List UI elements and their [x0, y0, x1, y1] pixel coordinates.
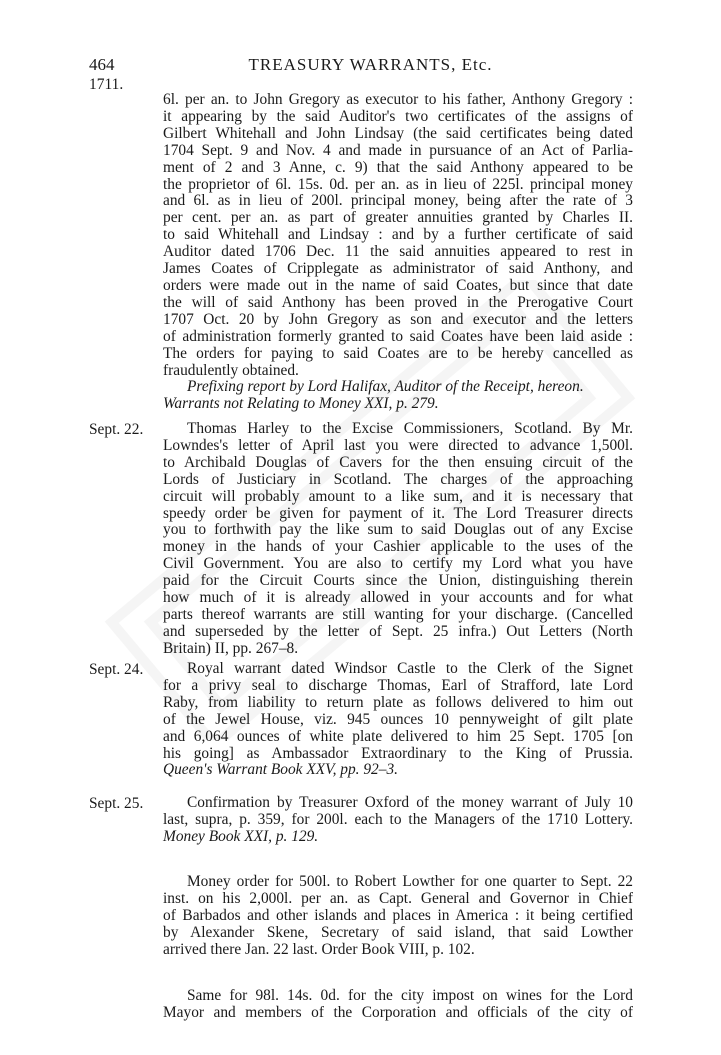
entry-line: parts thereof warrants are still wanting for your discharge. (Cancelled: [163, 605, 633, 623]
entry-line: Britain) II, pp. 267–8.: [163, 639, 299, 657]
entry-line: The orders for paying to said Coates are to be hereby cancelled as: [163, 344, 633, 362]
entry-line: Mayor and members of the Corporation and officials of the city of: [163, 1003, 633, 1021]
entry-line: of administration formerly granted to said Coates have been laid aside :: [163, 327, 633, 345]
entry-line: it appearing by the said Auditor's two certificates of the assigns of: [163, 107, 633, 125]
entry-line: money in the hands of your Cashier applicable to the uses of the: [163, 538, 633, 556]
entry-line: his going] as Ambassador Extraordinary to the King of Prussia.: [163, 744, 633, 762]
entry-line: Same for 98l. 14s. 0d. for the city impost on wines for the Lord: [187, 987, 633, 1004]
entry-line: inst. on his 2,000l. per an. as Capt. General and Governor in Chief: [163, 889, 633, 907]
entry-line: fraudulently obtained.: [163, 361, 299, 379]
entry-line: orders were made out in the name of said Coates, but since that date: [163, 276, 633, 294]
entry-date: Sept. 22.: [89, 421, 144, 438]
entry-line: Lowndes's letter of April last you were directed to advance 1,500l.: [163, 436, 633, 454]
entry-line: per cent. per an. as part of greater annuities granted by Charles II.: [163, 209, 633, 227]
entry-line: Lords of Justiciary in Scotland. The charges of the approaching: [163, 470, 633, 488]
entry-line: Money Book XXI, p. 129.: [163, 827, 319, 845]
entry-line: 1707 Oct. 20 by John Gregory as son and executor and the letters: [163, 310, 633, 328]
entry-line: Money order for 500l. to Robert Lowther for one quarter to Sept. 22: [187, 873, 633, 890]
margin-year: 1711.: [89, 76, 124, 93]
page-number: 464: [89, 55, 115, 74]
entry-line: Confirmation by Treasurer Oxford of the money warrant of July 10: [187, 794, 633, 811]
entry-note-line: Prefixing report by Lord Halifax, Auditor of the Receipt, hereon.: [187, 378, 584, 396]
entry-excise-scotland: [163, 421, 633, 658]
entry-line: circuit will probably amount to a like sum, and it is necessary that: [163, 487, 633, 505]
entry-line: James Coates of Cripplegate as administrator of said Anthony, and: [163, 260, 633, 278]
entry-source-line: Warrants not Relating to Money XXI, p. 279.: [163, 395, 439, 413]
entry-line: and 6l. as in lieu of 200l. principal money, being after the rate of 3: [163, 192, 633, 210]
entry-line: of the Jewel House, viz. 945 ounces 10 pennyweight of gilt plate: [163, 710, 633, 728]
entry-line: arrived there Jan. 22 last. Order Book VIII, p. 102.: [163, 940, 475, 958]
entry-line: and 6,064 ounces of white plate delivered to him 25 Sept. 1705 [on: [163, 727, 633, 745]
running-title: TREASURY WARRANTS, Etc.: [248, 55, 493, 74]
entry-line: ment of 2 and 3 Anne, c. 9) that the said Anthony appeared to be: [163, 158, 633, 176]
entry-line: Auditor dated 1706 Dec. 11 the said annuities appeared to rest in: [163, 243, 633, 261]
entry-line: of Barbados and other islands and places in America : it being certified: [163, 906, 633, 924]
entry-line: how much of it is already allowed in your accounts and for what: [163, 589, 633, 607]
entry-line: speedy order be given for payment of it. The Lord Treasurer directs: [163, 504, 633, 522]
entry-lowther: [163, 874, 633, 959]
entry-line: Civil Government. You are also to certify my Lord what you have: [163, 555, 633, 573]
entry-line: Royal warrant dated Windsor Castle to the Clerk of the Signet: [187, 660, 633, 677]
entry-date: Sept. 25.: [89, 795, 144, 812]
entry-royal-warrant: [163, 661, 633, 779]
entry-line: and superseded by the letter of Sept. 25 infra.) Out Letters (North: [163, 622, 633, 640]
entry-line: by Alexander Skene, Secretary of said island, that said Lowther: [163, 923, 633, 941]
entry-line: you to forthwith pay the like sum to said Douglas out of any Excise: [163, 521, 633, 539]
entry-city-impost: [163, 988, 633, 1022]
entry-line: last, supra, p. 359, for 200l. each to the Managers of the 1710 Lottery.: [163, 810, 633, 828]
entry-line: to Archibald Douglas of Cavers for the then ensuing circuit of the: [163, 453, 633, 471]
entry-date: Sept. 24.: [89, 661, 144, 678]
entry-confirmation: [163, 795, 633, 846]
entry-gregory: [163, 92, 633, 413]
entry-line: to said Whitehall and Lindsay : and by a further certificate of said: [163, 226, 633, 244]
entry-line: paid for the Circuit Courts since the Union, distinguishing therein: [163, 572, 633, 590]
entry-line: for a privy seal to discharge Thomas, Earl of Strafford, late Lord: [163, 676, 633, 694]
entry-line: the proprietor of 6l. 15s. 0d. per an. as in lieu of 225l. principal money: [163, 175, 633, 193]
entry-line: Queen's Warrant Book XXV, pp. 92–3.: [163, 761, 398, 779]
entry-line: the will of said Anthony has been proved in the Prerogative Court: [163, 293, 633, 311]
entry-line: 1704 Sept. 9 and Nov. 4 and made in pursuance of an Act of Parlia-: [163, 141, 633, 159]
entry-line: Raby, from liability to return plate as follows delivered to him out: [163, 693, 633, 711]
entry-line: Gilbert Whitehall and John Lindsay (the said certificates being dated: [163, 124, 633, 142]
entry-line: 6l. per an. to John Gregory as executor to his father, Anthony Gregory :: [163, 91, 633, 108]
entry-line: Thomas Harley to the Excise Commissioners, Scotland. By Mr.: [187, 420, 633, 437]
